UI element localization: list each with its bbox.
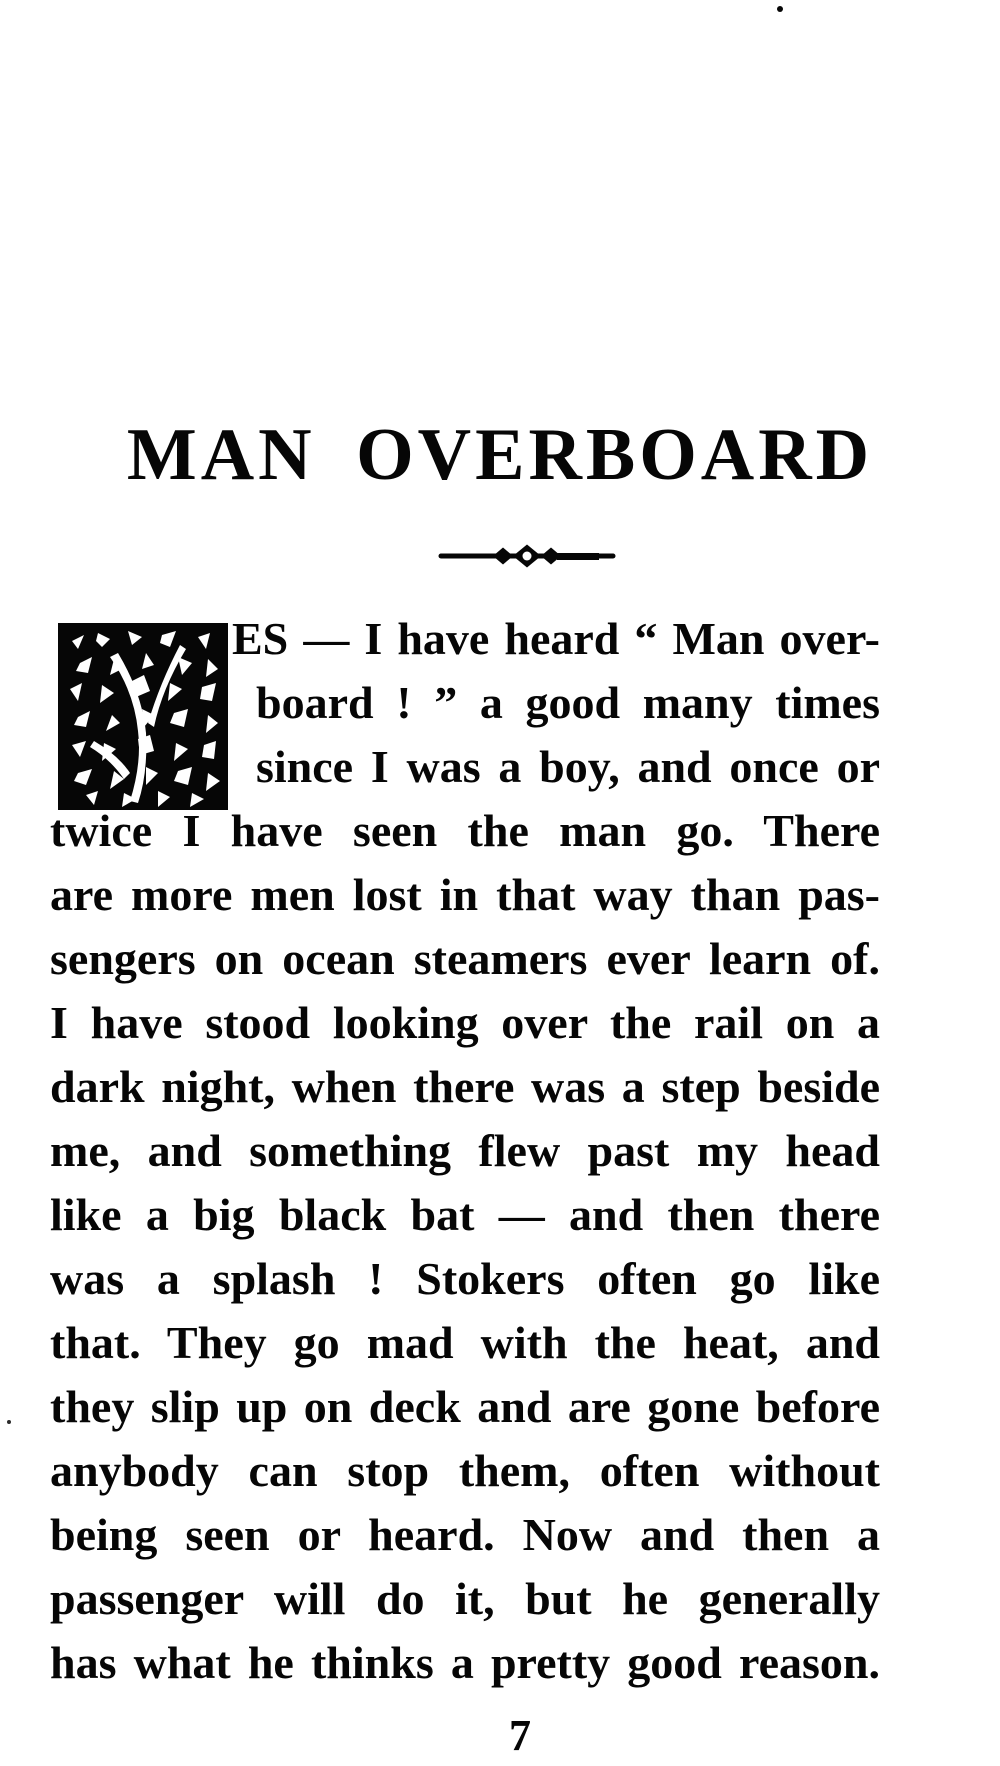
chapter-title: MAN OVERBOARD xyxy=(126,414,874,496)
text-line: that. They go mad with the heat, and xyxy=(50,1317,880,1368)
scan-speck-dot xyxy=(777,6,783,12)
text-line: are more men lost in that way than pas- xyxy=(50,869,880,920)
diamond-ornament-left xyxy=(493,548,513,565)
text-line: twice I have seen the man go. There xyxy=(50,805,880,856)
text-line: like a big black bat — and then there xyxy=(50,1189,880,1240)
text-line: dark night, when there was a step beside xyxy=(50,1061,880,1112)
diamond-ornament-right xyxy=(541,548,561,565)
ornamental-divider xyxy=(437,541,617,571)
text-line: has what he thinks a pretty good reason. xyxy=(50,1637,880,1688)
text-line: they slip up on deck and are gone before xyxy=(50,1381,880,1432)
text-line: was a splash ! Stokers often go like xyxy=(50,1253,880,1304)
text-line: sengers on ocean steamers ever learn of. xyxy=(50,933,880,984)
scan-speck-dot xyxy=(7,1420,11,1424)
page-number: 7 xyxy=(509,1711,531,1760)
text-line: ES — I have heard “ Man over- xyxy=(232,613,880,664)
text-line: being seen or heard. Now and then a xyxy=(50,1509,880,1560)
text-line: anybody can stop them, often without xyxy=(50,1445,880,1496)
text-line: passenger will do it, but he generally xyxy=(50,1573,880,1624)
text-line: me, and something flew past my head xyxy=(50,1125,880,1176)
text-line: board ! ” a good many times xyxy=(256,677,880,728)
text-line: since I was a boy, and once or xyxy=(256,741,880,792)
body-paragraph xyxy=(50,607,880,1695)
text-line: I have stood looking over the rail on a xyxy=(50,997,880,1048)
